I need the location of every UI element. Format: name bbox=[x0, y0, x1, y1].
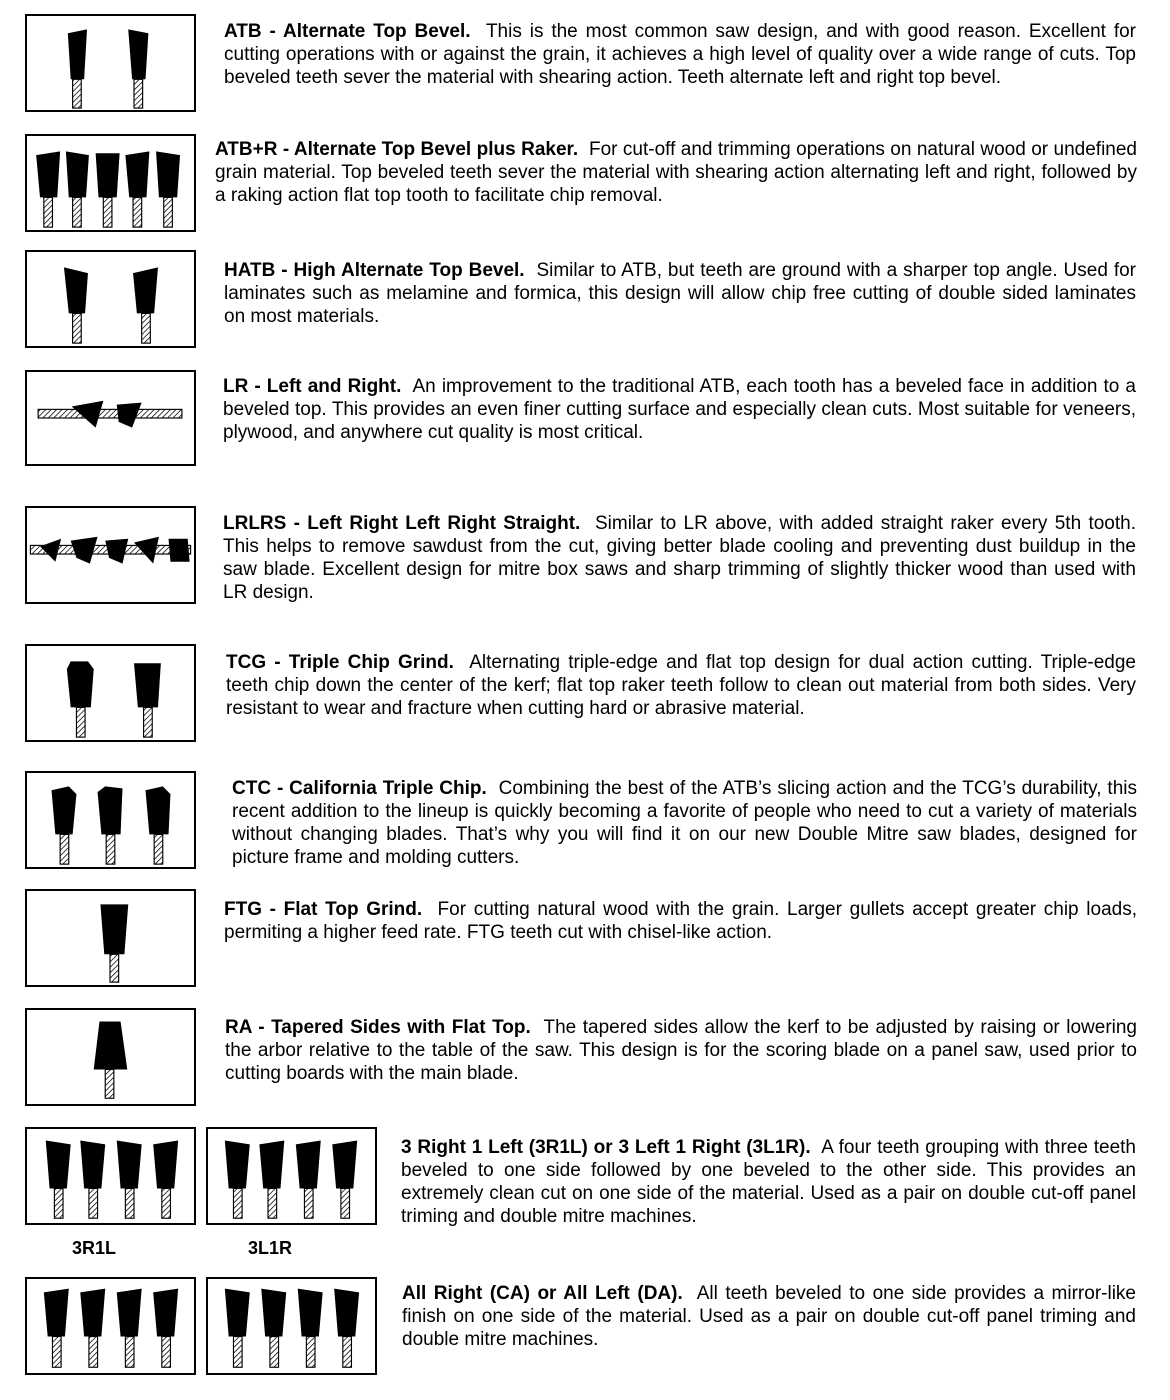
entry-description: The tapered sides allow the kerf to be adjusted by raising or lowering the arbor relative to the table of the saw. This design is for the scoring blade on a panel saw, used prior to cutting boards with the main blade. bbox=[225, 1017, 1138, 1084]
entry-description: Alternating triple-edge and flat top design for dual action cutting. Triple-edge teeth chip down the center of the kerf; flat top raker teeth follow to clean out material from both sides. Very resistant to wear and fracture when cutting hard or abrasive material. bbox=[226, 652, 1136, 719]
entry-term: TCG - Triple Chip Grind. bbox=[226, 652, 454, 673]
entry-description: This is the most common saw design, and with good reason. Excellent for cutting operations with or against the grain, it achieves a high level of quality over a wide range of cuts. Top beveled teeth sever the material with shearing action. Teeth alternate left and right top bevel. bbox=[224, 21, 1137, 88]
hatb-diagram bbox=[25, 250, 196, 348]
tcg-teeth-icon bbox=[27, 646, 194, 740]
ftg-tooth-icon bbox=[27, 891, 194, 985]
entry-term: FTG - Flat Top Grind. bbox=[224, 899, 423, 920]
ctc-teeth-icon bbox=[27, 773, 194, 867]
entry-ftg bbox=[224, 898, 1137, 944]
ra-tooth-icon bbox=[27, 1010, 194, 1104]
entry-3r1l-3l1r bbox=[401, 1136, 1136, 1228]
entry-atb-r bbox=[215, 138, 1137, 207]
entry-lr bbox=[223, 375, 1136, 444]
entry-description: All teeth beveled to one side provides a mirror-like finish on one side of the material. Used as a pair on double cut-off panel triming and double mitre machines. bbox=[402, 1283, 1136, 1350]
entry-description: Similar to ATB, but teeth are ground with a sharper top angle. Used for laminates such as melamine and formica, this design will allow chip free cutting of double sided laminates on most materials. bbox=[224, 260, 1136, 327]
entry-tcg bbox=[226, 651, 1136, 720]
entry-atb bbox=[224, 20, 1136, 89]
3r1l-teeth-icon bbox=[27, 1129, 194, 1223]
3l1r-teeth-icon bbox=[208, 1129, 375, 1223]
entry-term: 3 Right 1 Left (3R1L) or 3 Left 1 Right (3L1R). bbox=[401, 1137, 811, 1158]
caption-3l1r: 3L1R bbox=[248, 1238, 293, 1258]
entry-term: All Right (CA) or All Left (DA). bbox=[402, 1283, 683, 1304]
ctc-diagram bbox=[25, 771, 196, 869]
ra-diagram bbox=[25, 1008, 196, 1106]
entry-term: CTC - California Triple Chip. bbox=[232, 778, 487, 799]
atb-teeth-icon bbox=[27, 16, 194, 110]
atb-diagram bbox=[25, 14, 196, 112]
lr-diagram bbox=[25, 370, 196, 466]
all-left-teeth-icon bbox=[208, 1279, 375, 1373]
all-right-teeth-icon bbox=[27, 1279, 194, 1373]
lr-teeth-icon bbox=[27, 372, 194, 464]
entry-term: ATB - Alternate Top Bevel. bbox=[224, 21, 471, 42]
entry-description: A four teeth grouping with three teeth beveled to one side followed by one beveled to the other side. This provides an extremely clean cut on one side of the material. Used as a pair on double cut-off panel triming and double mitre machines. bbox=[401, 1137, 1136, 1227]
3r1l-diagram bbox=[25, 1127, 196, 1225]
entry-description: For cutting natural wood with the grain. Larger gullets accept greater chip loads, permiting a higher feed rate. FTG teeth cut with chisel-like action. bbox=[224, 899, 1138, 943]
entry-term: LRLRS - Left Right Left Right Straight. bbox=[223, 513, 581, 534]
entry-ra bbox=[225, 1016, 1137, 1085]
entry-description: For cut-off and trimming operations on natural wood or undefined grain material. Top beveled teeth sever the material with shearing action alternating left and right, followed by a raking action flat top tooth to facilitate chip removal. bbox=[215, 139, 1137, 206]
entry-hatb bbox=[224, 259, 1136, 328]
entry-lrlrs bbox=[223, 512, 1136, 604]
tcg-diagram bbox=[25, 644, 196, 742]
atb-r-teeth-icon bbox=[27, 136, 194, 230]
entry-term: RA - Tapered Sides with Flat Top. bbox=[225, 1017, 531, 1038]
lrlrs-teeth-icon bbox=[27, 508, 194, 602]
all-left-diagram bbox=[206, 1277, 377, 1375]
entry-term: ATB+R - Alternate Top Bevel plus Raker. bbox=[215, 139, 579, 160]
3l1r-diagram bbox=[206, 1127, 377, 1225]
entry-term: LR - Left and Right. bbox=[223, 376, 402, 397]
entry-description: An improvement to the traditional ATB, each tooth has a beveled face in addition to a beveled top. This provides an even finer cutting surface and especially clean cuts. Most suitable for veneers, plywood, and anywhere cut quality is most critical. bbox=[223, 376, 1136, 443]
entry-description: Combining the best of the ATB’s slicing action and the TCG’s durability, this recent addition to the lineup is quickly becoming a favorite of people who need to cut a variety of materials without changing blades. That’s why you will find it on our new Double Mitre saw blades, designed for picture frame and molding cutters. bbox=[232, 778, 1137, 868]
caption-3r1l: 3R1L bbox=[72, 1238, 117, 1258]
entry-ctc bbox=[232, 777, 1137, 869]
hatb-teeth-icon bbox=[27, 252, 194, 346]
atb-r-diagram bbox=[25, 134, 196, 232]
all-right-diagram bbox=[25, 1277, 196, 1375]
entry-description: Similar to LR above, with added straight raker every 5th tooth. This helps to remove sawdust from the cut, giving better blade cooling and preventing dust buildup in the saw blade. Excellent design for mitre box saws and sharp trimming of slightly thicker wood than used with LR design. bbox=[223, 513, 1137, 603]
entry-term: HATB - High Alternate Top Bevel. bbox=[224, 260, 525, 281]
entry-all-right-left bbox=[402, 1282, 1136, 1351]
ftg-diagram bbox=[25, 889, 196, 987]
lrlrs-diagram bbox=[25, 506, 196, 604]
